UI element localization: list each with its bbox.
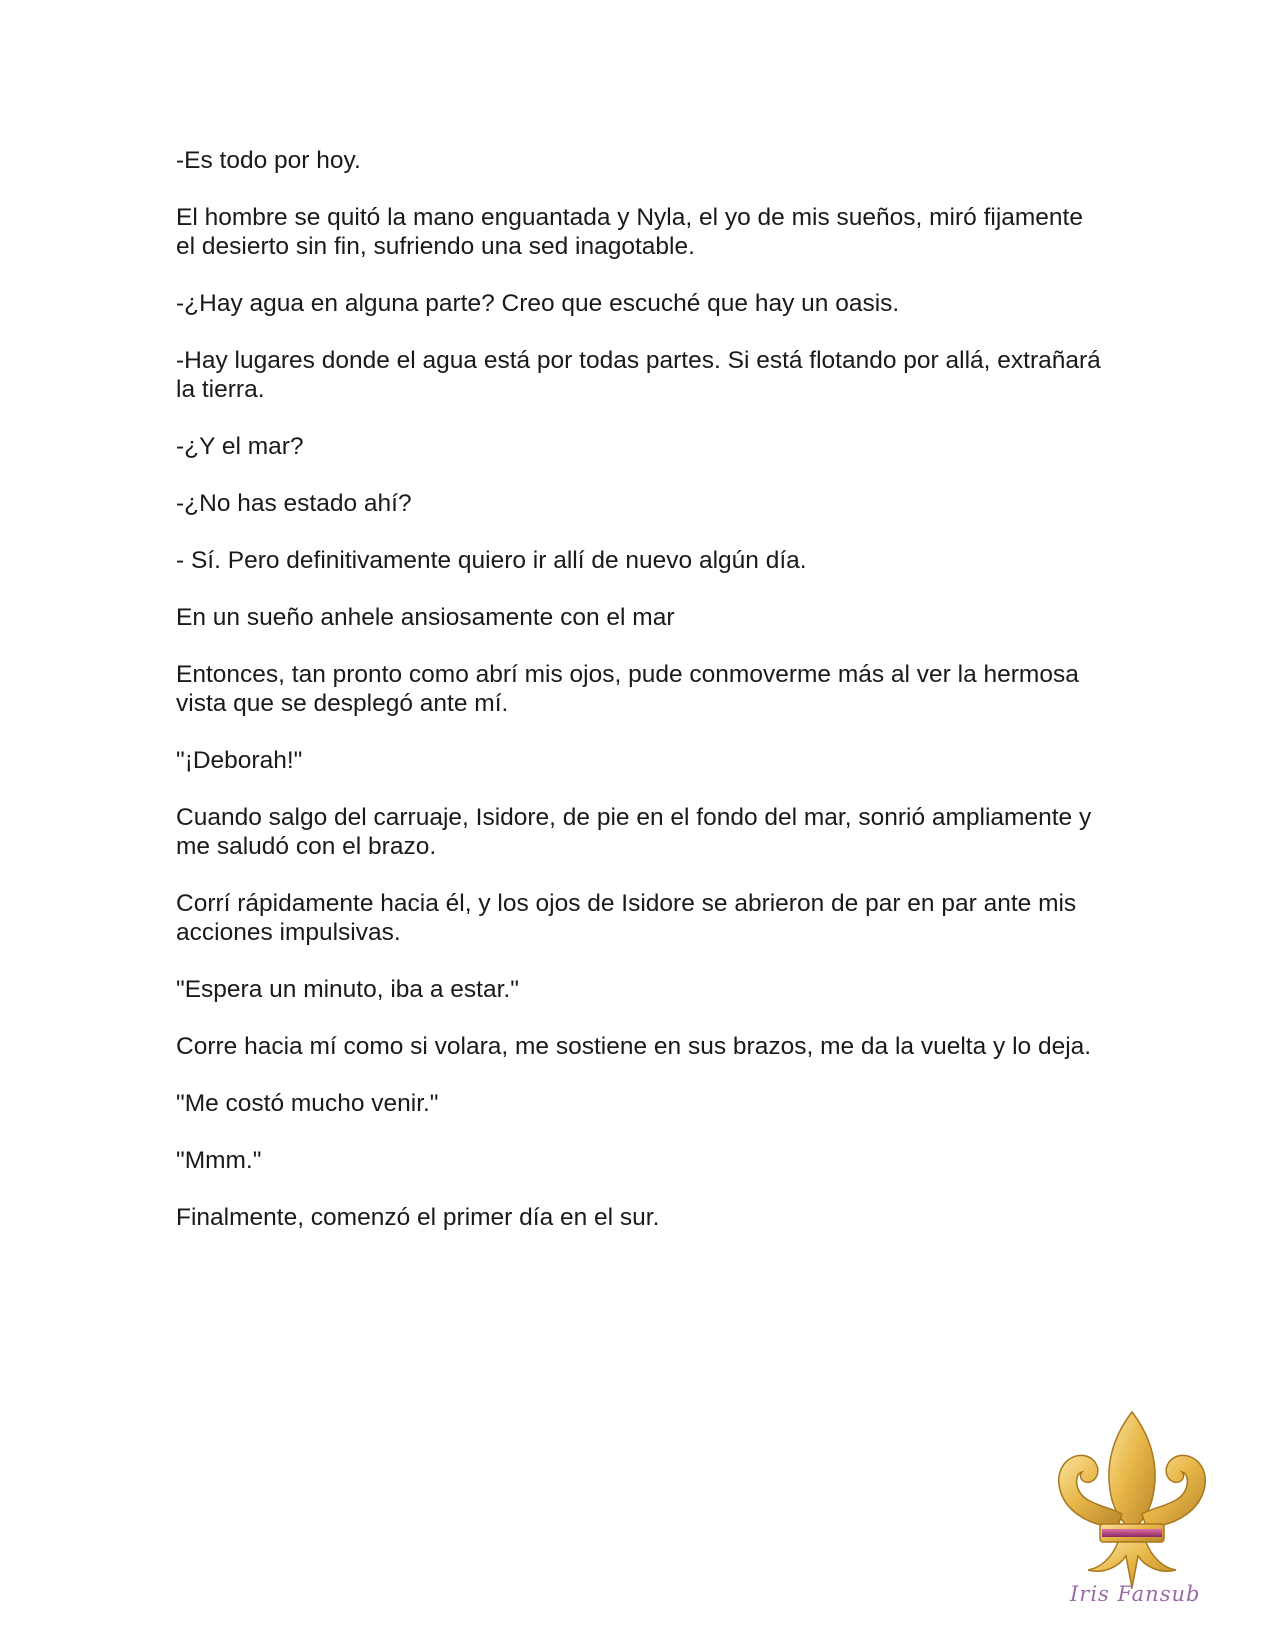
- paragraph: -Hay lugares donde el agua está por todas partes. Si está flotando por allá, extrañará la tierra.: [176, 347, 1101, 403]
- paragraph: "¡Deborah!": [176, 747, 303, 774]
- paragraph: En un sueño anhele ansiosamente con el mar: [176, 604, 675, 631]
- paragraph: "Me costó mucho venir.": [176, 1090, 439, 1117]
- paragraph: -¿No has estado ahí?: [176, 490, 412, 517]
- paragraph: El hombre se quitó la mano enguantada y Nyla, el yo de mis sueños, miró fijamente el desierto sin fin, sufriendo una sed inagotable.: [176, 204, 1083, 260]
- paragraph: -¿Y el mar?: [176, 433, 304, 460]
- paragraph: Entonces, tan pronto como abrí mis ojos, pude conmoverme más al ver la hermosa vista que se desplegó ante mí.: [176, 661, 1079, 717]
- paragraph: - Sí. Pero definitivamente quiero ir allí de nuevo algún día.: [176, 547, 807, 574]
- watermark-caption: Iris Fansub: [1070, 1582, 1201, 1606]
- paragraph: Finalmente, comenzó el primer día en el sur.: [176, 1204, 660, 1231]
- paragraph: -Es todo por hoy.: [176, 147, 361, 174]
- paragraph: Corrí rápidamente hacia él, y los ojos de Isidore se abrieron de par en par ante mis acciones impulsivas.: [176, 890, 1077, 946]
- paragraph: Corre hacia mí como si volara, me sostiene en sus brazos, me da la vuelta y lo deja.: [176, 1033, 1092, 1060]
- paragraph: "Espera un minuto, iba a estar.": [176, 976, 519, 1003]
- paragraph: "Mmm.": [176, 1147, 262, 1174]
- paragraph: -¿Hay agua en alguna parte? Creo que escuché que hay un oasis.: [176, 290, 900, 317]
- paragraph: Cuando salgo del carruaje, Isidore, de pie en el fondo del mar, sonrió ampliamente y me saludó con el brazo.: [176, 804, 1092, 860]
- document-body: [176, 146, 1106, 1260]
